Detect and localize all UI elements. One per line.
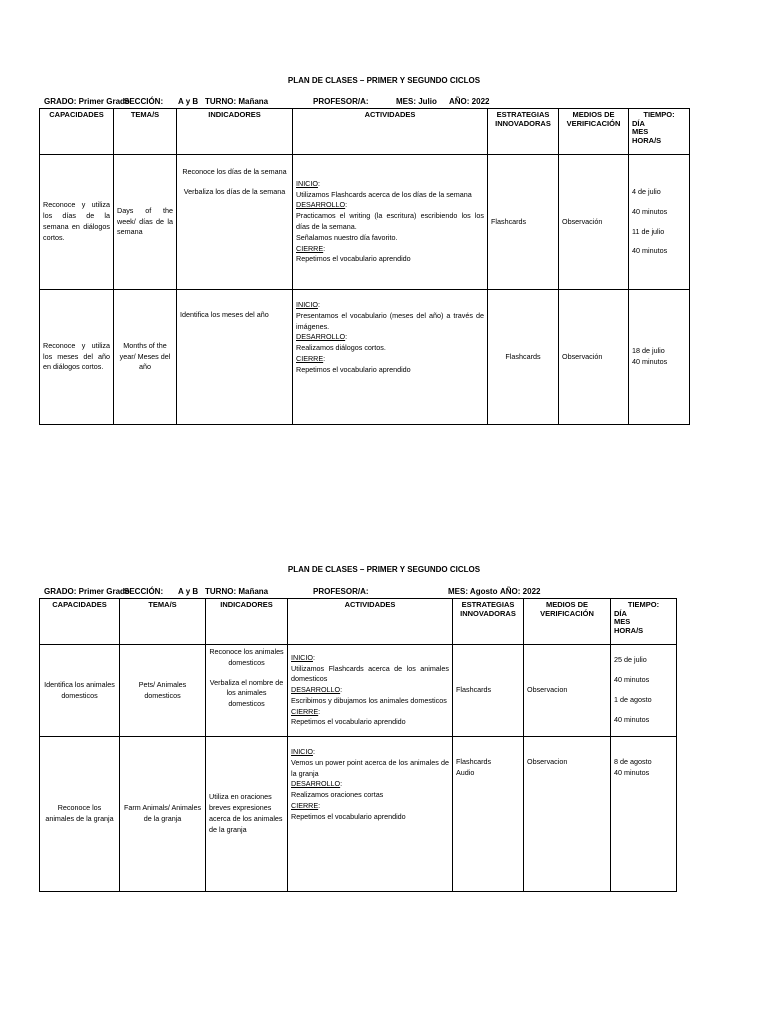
- meta-profesor: PROFESOR/A:: [313, 97, 369, 106]
- cell-medios: Observación: [559, 290, 629, 425]
- header-actividades: ACTIVIDADES: [288, 599, 453, 645]
- cell-indicadores: [206, 645, 288, 737]
- tiempo-item: 18 de julio: [632, 346, 665, 356]
- header-estrategias-line1: ESTRATEGIAS: [461, 600, 515, 609]
- desarrollo-text-2: Señalamos nuestro día favorito.: [296, 232, 398, 242]
- cell-tiempo: [629, 155, 690, 290]
- lesson-plan-table: [39, 598, 677, 892]
- cell-estrategias: [453, 737, 524, 892]
- cell-estrategias: Flashcards: [488, 155, 559, 290]
- tiempo-item: 40 minutos: [614, 675, 650, 685]
- cell-tiempo: [611, 645, 677, 737]
- cierre-heading: CIERRE:: [296, 353, 326, 363]
- desarrollo-heading: DESARROLLO:: [291, 685, 343, 695]
- meta-profesor: PROFESOR/A:: [313, 587, 369, 596]
- tiempo-item: 40 minutos: [632, 357, 668, 366]
- tiempo-item: 1 de agosto: [614, 695, 652, 704]
- cell-indicadores: [177, 155, 293, 290]
- cierre-text: Repetimos el vocabulario aprendido: [291, 811, 406, 821]
- header-estrategias: [488, 109, 559, 155]
- header-medios-line1: MEDIOS DE: [545, 600, 589, 609]
- cell-tema: Farm Animals/ Animales de la granja: [120, 737, 206, 892]
- meta-seccion: SECCIÓN:: [124, 587, 164, 596]
- indicador-item: Verbaliza el nombre de los animales domesticos: [209, 677, 284, 709]
- cierre-text: Repetimos el vocabulario aprendido: [296, 364, 411, 374]
- meta-anio: AÑO: 2022: [449, 97, 490, 106]
- meta-mes: MES: Agosto: [448, 587, 498, 596]
- cell-medios: Observacion: [524, 645, 611, 737]
- cierre-heading: CIERRE:: [291, 706, 321, 716]
- meta-mes: MES: Julio: [396, 97, 437, 106]
- table-row: [40, 155, 690, 290]
- header-estrategias: [453, 599, 524, 645]
- header-estrategias-line2: INNOVADORAS: [495, 118, 551, 128]
- meta-anio: AÑO: 2022: [500, 587, 541, 596]
- header-indicadores: INDICADORES: [177, 109, 293, 155]
- meta-seccion-value: A y B: [178, 97, 199, 106]
- header-estrategias-line2: INNOVADORAS: [460, 608, 516, 618]
- tiempo-item: 11 de julio: [632, 226, 665, 236]
- meta-seccion-value: A y B: [178, 587, 199, 596]
- header-tiempo-line3: MES: [632, 127, 649, 137]
- header-medios-line1: MEDIOS DE: [572, 110, 615, 119]
- cell-tema: Days of the week/ días de la semana: [114, 155, 177, 290]
- table-row: [40, 645, 677, 737]
- header-tiempo-line4: HORA/S: [614, 625, 644, 635]
- cell-actividades: [293, 290, 488, 425]
- header-medios-line2: VERIFICACIÓN: [566, 118, 621, 128]
- cierre-heading: CIERRE:: [296, 243, 326, 253]
- indicador-item: Reconoce los días de la semana: [182, 167, 287, 176]
- cell-indicadores: [206, 737, 288, 892]
- tiempo-item: 40 minutos: [614, 767, 650, 777]
- header-capacidades: CAPACIDADES: [40, 109, 114, 155]
- cell-tiempo: [629, 290, 690, 425]
- header-temas: TEMA/S: [114, 109, 177, 155]
- plan-title: PLAN DE CLASES – PRIMER Y SEGUNDO CICLOS: [287, 76, 481, 85]
- header-capacidades: CAPACIDADES: [40, 599, 120, 645]
- indicador-item: Reconoce los animales domesticos: [209, 647, 284, 667]
- cierre-heading: CIERRE:: [291, 800, 321, 810]
- table-row: [40, 290, 690, 425]
- header-tiempo-line1: TIEMPO:: [643, 110, 675, 119]
- estrategia-item: Audio: [456, 767, 475, 777]
- header-tiempo-line3: MES: [614, 617, 631, 627]
- header-tiempo-line2: DÍA: [632, 118, 645, 128]
- tiempo-item: 8 de agosto: [614, 757, 652, 766]
- header-medios: [559, 109, 629, 155]
- header-estrategias-line1: ESTRATEGIAS: [496, 110, 550, 119]
- tiempo-item: 40 minutos: [632, 246, 668, 256]
- estrategia-item: Flashcards: [456, 757, 492, 766]
- meta-turno: TURNO: Mañana: [205, 587, 269, 596]
- cierre-text: Repetimos el vocabulario aprendido: [296, 254, 411, 264]
- cell-capacidades: Reconoce los animales de la granja: [40, 737, 120, 892]
- header-actividades: ACTIVIDADES: [293, 109, 488, 155]
- cierre-text: Repetimos el vocabulario aprendido: [291, 717, 406, 727]
- header-temas: TEMA/S: [120, 599, 206, 645]
- header-tiempo: [629, 109, 690, 155]
- inicio-text: Utilizamos Flashcards acerca de los animales domesticos: [291, 663, 449, 684]
- cell-indicadores: [177, 290, 293, 425]
- indicador-item: Verbaliza los días de la semana: [183, 186, 286, 196]
- tiempo-item: 40 minutos: [632, 206, 668, 216]
- header-indicadores: INDICADORES: [206, 599, 288, 645]
- header-tiempo: [611, 599, 677, 645]
- desarrollo-text: Escribimos y dibujamos los animales domesticos: [291, 695, 447, 705]
- desarrollo-text: Realizamos diálogos cortos.: [296, 343, 386, 353]
- indicador-item: Identifica los meses del año: [180, 310, 269, 319]
- cell-capacidades: Reconoce y utiliza los días de la semana en diálogos cortos.: [40, 155, 114, 290]
- cell-actividades: [293, 155, 488, 290]
- cell-tiempo: [611, 737, 677, 892]
- cell-tema: Pets/ Animales domesticos: [120, 645, 206, 737]
- meta-seccion: SECCIÓN:: [124, 97, 164, 106]
- header-tiempo-line4: HORA/S: [632, 135, 662, 145]
- cell-medios: Observacion: [524, 737, 611, 892]
- cell-actividades: [288, 737, 453, 892]
- lesson-plan-table: [39, 108, 690, 425]
- inicio-text: Vemos un power point acerca de los animales de la granja: [291, 757, 449, 778]
- meta-turno: TURNO: Mañana: [205, 97, 269, 106]
- desarrollo-heading: DESARROLLO:: [296, 200, 348, 210]
- inicio-text: Utilizamos Flashcards acerca de los días de la semana: [296, 189, 472, 199]
- desarrollo-text: Realizamos oraciones cortas: [291, 790, 384, 800]
- cell-capacidades: Reconoce y utiliza los meses del año en diálogos cortos.: [40, 290, 114, 425]
- inicio-heading: INICIO:: [291, 652, 315, 662]
- cell-medios: Observación: [559, 155, 629, 290]
- header-medios: [524, 599, 611, 645]
- header-medios-line2: VERIFICACIÓN: [540, 608, 594, 618]
- cell-estrategias: Flashcards: [488, 290, 559, 425]
- cell-capacidades: Identifica los animales domesticos: [40, 645, 120, 737]
- plan-title: PLAN DE CLASES – PRIMER Y SEGUNDO CICLOS: [287, 565, 481, 574]
- header-tiempo-line1: TIEMPO:: [627, 600, 660, 609]
- inicio-text: Presentamos el vocabulario (meses del año) a través de imágenes.: [296, 310, 484, 331]
- desarrollo-text: Practicamos el writing (la escritura) escribiendo los los días de la semana.: [296, 211, 484, 231]
- indicador-item: Utiliza en oraciones breves expresiones acerca de los animales de la granja: [209, 792, 283, 834]
- tiempo-item: 25 de julio: [614, 655, 647, 665]
- desarrollo-heading: DESARROLLO:: [291, 779, 343, 789]
- inicio-heading: INICIO:: [296, 178, 320, 188]
- meta-grado: GRADO: Primer Grado: [44, 97, 130, 106]
- tiempo-item: 4 de julio: [632, 186, 661, 196]
- table-row: [40, 737, 677, 892]
- desarrollo-heading: DESARROLLO:: [296, 332, 348, 342]
- inicio-heading: INICIO:: [296, 300, 320, 309]
- tiempo-item: 40 minutos: [614, 714, 650, 724]
- cell-tema: Months of the year/ Meses del año: [114, 290, 177, 425]
- inicio-heading: INICIO:: [291, 747, 315, 756]
- meta-grado: GRADO: Primer Grado: [44, 587, 130, 596]
- cell-actividades: [288, 645, 453, 737]
- header-tiempo-line2: DÍA: [614, 608, 627, 618]
- cell-estrategias: Flashcards: [453, 645, 524, 737]
